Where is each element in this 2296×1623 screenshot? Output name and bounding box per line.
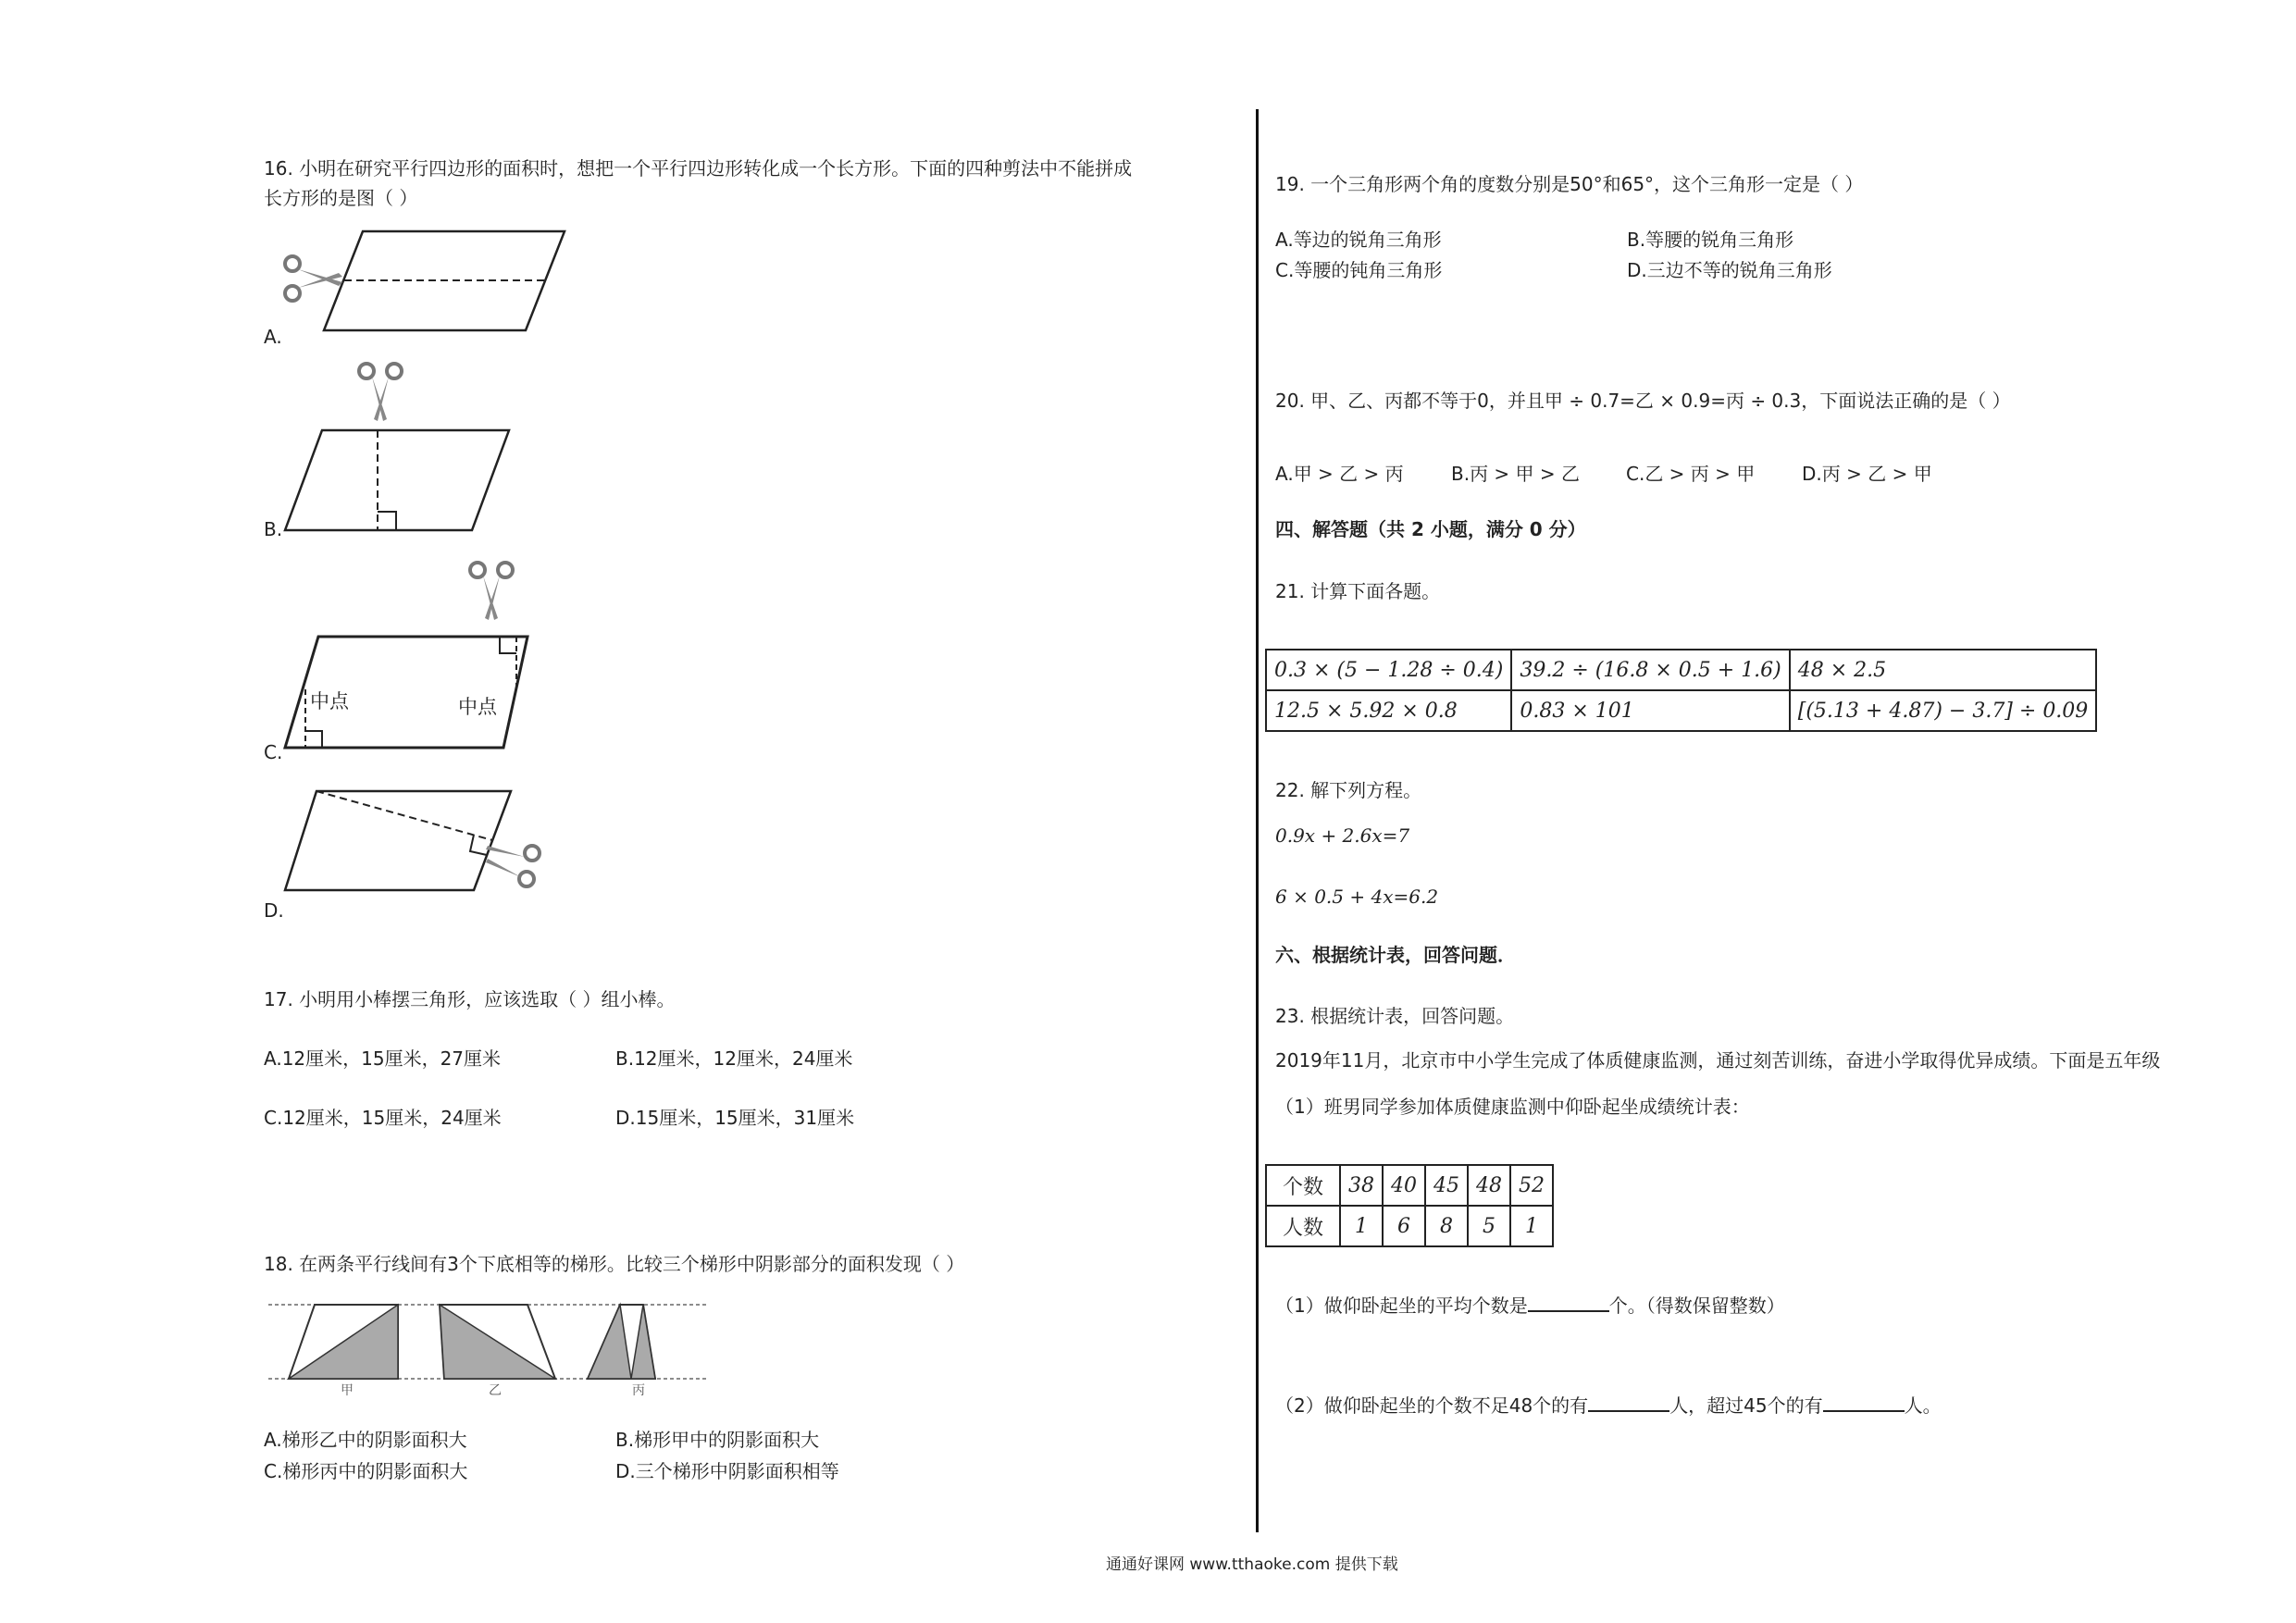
q19-option-b: B.等腰的锐角三角形 [1627, 229, 1794, 251]
q22-equation-1: 0.9x + 2.6x=7 [1275, 824, 1410, 847]
q22-stem: 22. 解下列方程。 [1275, 779, 1422, 801]
q16-stem-line1: 16. 小明在研究平行四边形的面积时，想把一个平行四边形转化成一个长方形。下面的四种剪法中不能拼成 [264, 157, 1133, 180]
q20-option-d: D.丙 > 乙 > 甲 [1802, 463, 1932, 485]
q20-option-b: B.丙 > 甲 > 乙 [1451, 463, 1581, 485]
table-row [1266, 690, 2096, 731]
q23-stat-table [1265, 1164, 1554, 1247]
q16-stem-line2: 长方形的是图（ ） [264, 187, 418, 209]
table-cell: 52 [1510, 1165, 1553, 1206]
table-cell: 8 [1425, 1206, 1468, 1246]
q16-c-midpoint-label-left: 中点 [310, 690, 349, 712]
q19-option-c: C.等腰的钝角三角形 [1275, 259, 1443, 281]
q22-equation-2: 6 × 0.5 + 4x=6.2 [1275, 886, 1439, 908]
q23-subtitle: （1）班男同学参加体质健康监测中仰卧起坐成绩统计表： [1275, 1096, 1750, 1118]
q18-label-yi: 乙 [489, 1383, 502, 1398]
q16-figure-d [278, 787, 574, 911]
scissors-icon [359, 364, 402, 421]
table-cell: 1 [1510, 1206, 1553, 1246]
table-cell: 1 [1340, 1206, 1383, 1246]
q16-figure-b [278, 356, 537, 537]
q19-option-a: A.等边的锐角三角形 [1275, 229, 1442, 251]
scissors-icon [285, 256, 342, 301]
calc-cell: [(5.13 + 4.87) − 3.7] ÷ 0.09 [1790, 690, 2097, 731]
q18-option-d: D.三个梯形中阴影面积相等 [615, 1460, 839, 1482]
q20-option-a: A.甲 > 乙 > 丙 [1275, 463, 1404, 485]
q23-part-2-text-c: 人。 [1904, 1394, 1942, 1417]
row-label: 人数 [1266, 1206, 1340, 1246]
table-cell: 45 [1425, 1165, 1468, 1206]
calc-cell: 0.83 × 101 [1511, 690, 1789, 731]
answer-blank[interactable] [1588, 1390, 1669, 1412]
q17-option-a: A.12厘米，15厘米，27厘米 [264, 1047, 502, 1070]
table-cell: 6 [1383, 1206, 1425, 1246]
q18-option-b: B.梯形甲中的阴影面积大 [615, 1429, 820, 1451]
q18-option-a: A.梯形乙中的阴影面积大 [264, 1429, 467, 1451]
q17-option-d: D.15厘米，15厘米，31厘米 [615, 1107, 855, 1129]
q23-part-2-text-a: （2）做仰卧起坐的个数不足48个的有 [1275, 1394, 1589, 1417]
q23-part-1-text-before: （1）做仰卧起坐的平均个数是 [1275, 1295, 1528, 1317]
page-footer: 通通好课网 www.tthaoke.com 提供下载 [1106, 1555, 1398, 1574]
q23-part-2 [1275, 1390, 1942, 1420]
q21-calc-table [1265, 649, 2097, 732]
q21-stem: 21. 计算下面各题。 [1275, 580, 1441, 602]
q18-label-bing: 丙 [632, 1383, 645, 1398]
table-row [1266, 1165, 1553, 1206]
q23-part-1-text-after: 个。（得数保留整数） [1608, 1295, 1785, 1317]
q17-stem: 17. 小明用小棒摆三角形，应该选取（ ）组小棒。 [264, 988, 676, 1010]
q16-c-midpoint-label-right: 中点 [458, 696, 497, 718]
q18-stem: 18. 在两条平行线间有3个下底相等的梯形。比较三个梯形中阴影部分的面积发现（ ） [264, 1253, 965, 1275]
q16-figure-a [278, 227, 574, 347]
table-cell: 48 [1468, 1165, 1510, 1206]
q18-option-c: C.梯形丙中的阴影面积大 [264, 1460, 468, 1482]
q19-option-d: D.三边不等的锐角三角形 [1627, 259, 1832, 281]
calc-cell: 0.3 × (5 − 1.28 ÷ 0.4) [1266, 650, 1511, 690]
q19-stem: 19. 一个三角形两个角的度数分别是50°和65°，这个三角形一定是（ ） [1275, 173, 1864, 195]
q17-option-c: C.12厘米，15厘米，24厘米 [264, 1107, 502, 1129]
q16-option-d-label: D. [264, 899, 284, 922]
table-cell: 40 [1383, 1165, 1425, 1206]
table-row [1266, 650, 2096, 690]
answer-blank[interactable] [1528, 1290, 1609, 1312]
calc-cell: 12.5 × 5.92 × 0.8 [1266, 690, 1511, 731]
q23-intro: 2019年11月，北京市中小学生完成了体质健康监测，通过刻苦训练，奋进小学取得优异成绩。下面是五年级 [1275, 1049, 2161, 1072]
q18-label-jia: 甲 [341, 1383, 354, 1398]
q16-option-b-label: B. [264, 518, 283, 540]
q20-stem: 20. 甲、乙、丙都不等于0，并且甲 ÷ 0.7=乙 × 0.9=丙 ÷ 0.3，下面说法正确的是（ ） [1275, 390, 2011, 412]
row-label: 个数 [1266, 1165, 1340, 1206]
q23-part-2-text-b: 人，超过45个的有 [1669, 1394, 1823, 1417]
calc-cell: 48 × 2.5 [1790, 650, 2097, 690]
scissors-icon [486, 846, 540, 886]
q16-option-a-label: A. [264, 326, 282, 348]
table-cell: 38 [1340, 1165, 1383, 1206]
column-divider [1256, 109, 1259, 1532]
scissors-icon [470, 563, 513, 620]
section-4-heading: 四、解答题（共 2 小题，满分 0 分） [1275, 518, 1586, 540]
answer-blank[interactable] [1823, 1390, 1905, 1412]
q23-stem: 23. 根据统计表，回答问题。 [1275, 1005, 1515, 1027]
q23-part-1 [1275, 1290, 1785, 1320]
table-row [1266, 1206, 1553, 1246]
calc-cell: 39.2 ÷ (16.8 × 0.5 + 1.6) [1511, 650, 1789, 690]
q16-figure-c [278, 555, 555, 754]
section-6-heading: 六、根据统计表，回答问题． [1275, 944, 1516, 966]
q16-option-c-label: C. [264, 741, 283, 763]
q17-option-b: B.12厘米，12厘米，24厘米 [615, 1047, 853, 1070]
q20-option-c: C.乙 > 丙 > 甲 [1626, 463, 1756, 485]
table-cell: 5 [1468, 1206, 1510, 1246]
